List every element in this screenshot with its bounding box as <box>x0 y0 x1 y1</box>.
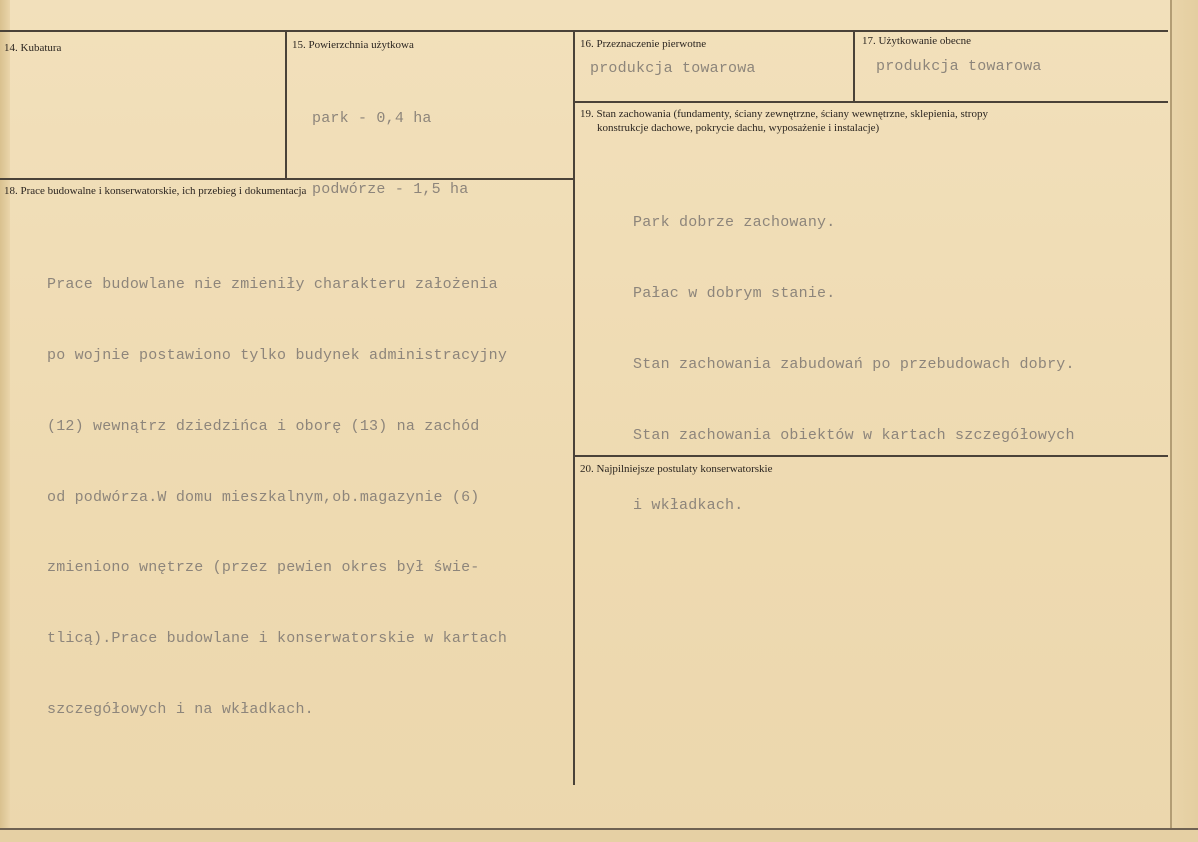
value-line: park - 0,4 ha <box>312 110 432 128</box>
divider-14-15 <box>285 30 287 179</box>
paper-edge-left <box>0 0 10 842</box>
value-line: Prace budowlane nie zmieniły charakteru założenia <box>47 276 498 294</box>
field-18-value <box>47 226 507 769</box>
value-line: (12) wewnątrz dziedzińca i oborę (13) na zachód <box>47 417 480 435</box>
value-line: Pałac w dobrym stanie. <box>633 284 836 302</box>
field-16-value: produkcja towarowa <box>590 60 756 77</box>
field-18-label: 18. Prace budowalne i konserwatorskie, ich przebieg i dokumentacja <box>4 185 307 197</box>
value-line: Stan zachowania obiektów w kartach szczegółowych <box>633 426 1075 444</box>
divider-16-17 <box>853 30 855 102</box>
paper-edge-right <box>1170 0 1198 842</box>
field-19-label <box>580 107 988 135</box>
divider-main <box>573 30 575 785</box>
field-17-label: 17. Użytkowanie obecne <box>862 35 972 47</box>
rule-under-17 <box>573 101 1168 103</box>
value-line: szczegółowych i na wkładkach. <box>47 700 314 718</box>
label-line: 19. Stan zachowania (fundamenty, ściany zewnętrzne, ściany wewnętrzne, sklepienia, stropy <box>580 108 988 120</box>
field-16-label: 16. Przeznaczenie pierwotne <box>580 38 707 50</box>
field-15-value <box>312 60 468 249</box>
value-line: tlicą).Prace budowlane i konserwatorskie w kartach <box>47 630 508 648</box>
value-line: zmieniono wnętrze (przez pewien okres był świe- <box>47 559 480 577</box>
field-17-value: produkcja towarowa <box>876 58 1042 75</box>
field-19-value <box>633 164 1075 565</box>
top-rule <box>0 30 1168 32</box>
label-line: konstrukcje dachowe, pokrycie dachu, wyposażenie i instalacje) <box>597 122 880 134</box>
paper-edge-bottom <box>0 828 1198 842</box>
field-14-label: 14. Kubatura <box>4 42 62 54</box>
field-20-label: 20. Najpilniejsze postulaty konserwatorskie <box>580 463 773 475</box>
value-line: po wojnie postawiono tylko budynek administracyjny <box>47 346 508 364</box>
value-line: podwórze - 1,5 ha <box>312 180 469 198</box>
value-line: i wkładkach. <box>633 497 744 515</box>
value-line: Park dobrze zachowany. <box>633 214 836 232</box>
field-15-label: 15. Powierzchnia użytkowa <box>292 39 414 51</box>
value-line: od podwórza.W domu mieszkalnym,ob.magazynie (6) <box>47 488 480 506</box>
value-line: Stan zachowania zabudowań po przebudowach dobry. <box>633 355 1075 373</box>
